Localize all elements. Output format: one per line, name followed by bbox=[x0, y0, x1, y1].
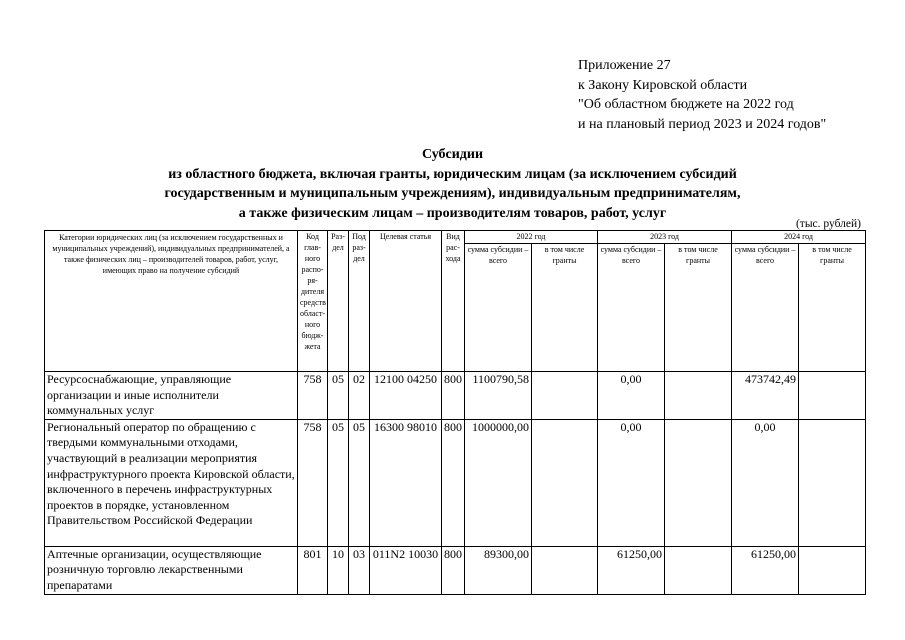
row-grants-2022 bbox=[532, 546, 598, 594]
title-line-1: Субсидии bbox=[421, 147, 484, 162]
row-razdel: 10 bbox=[328, 546, 349, 594]
row-grants-2023 bbox=[665, 419, 732, 546]
row-vid: 800 bbox=[442, 546, 465, 594]
row-sum-2022: 89300,00 bbox=[465, 546, 532, 594]
row-grants-2024 bbox=[799, 372, 866, 420]
header-year-2024: 2024 год bbox=[732, 231, 866, 244]
row-name: Региональный оператор по обращению с твердыми коммунальными отходами, участвующий в реализации мероприятия инфраструктурного проекта Кировской области, включенного в перечень инфраструктурных проектов в порядке, установленном Правительством Российской Федерации bbox=[45, 419, 298, 546]
appendix-line-2: к Закону Кировской области bbox=[578, 77, 748, 93]
row-grants-2023 bbox=[665, 372, 732, 420]
row-sum-2022: 1000000,00 bbox=[465, 419, 532, 546]
subsidies-table bbox=[44, 230, 866, 595]
row-grants-2023 bbox=[665, 546, 732, 594]
header-podrazdel: Под раз-дел bbox=[349, 231, 370, 372]
row-podrazdel: 05 bbox=[349, 419, 370, 546]
header-year-2022: 2022 год bbox=[465, 231, 598, 244]
header-grants-2022: в том числе гранты bbox=[532, 244, 598, 372]
header-category: Категории юридических лиц (за исключением государственных и муниципальных учреждений), индивидуальных предпринимателей, а также физических лиц – производителей товаров, работ, услуг, имеющих право на получение субсидий bbox=[45, 231, 298, 372]
row-razdel: 05 bbox=[328, 372, 349, 420]
row-sum-2023: 0,00 bbox=[598, 419, 665, 546]
row-podrazdel: 02 bbox=[349, 372, 370, 420]
document-title bbox=[0, 145, 905, 223]
row-sum-2024: 61250,00 bbox=[732, 546, 799, 594]
units-label: (тыс. рублей) bbox=[795, 218, 861, 230]
row-vid: 800 bbox=[442, 372, 465, 420]
row-name: Ресурсоснабжающие, управляющие организации и иные исполнители коммунальных услуг bbox=[45, 372, 298, 420]
header-grants-2024: в том числе гранты bbox=[799, 244, 866, 372]
row-article: 12100 04250 bbox=[370, 372, 442, 420]
row-razdel: 05 bbox=[328, 419, 349, 546]
title-line-3: государственным и муниципальным учреждениям), индивидуальным предпринимателям, bbox=[164, 186, 741, 201]
row-grants-2024 bbox=[799, 419, 866, 546]
row-sum-2024: 0,00 bbox=[732, 419, 799, 546]
row-code: 758 bbox=[298, 372, 328, 420]
header-year-2023: 2023 год bbox=[598, 231, 732, 244]
table-row bbox=[45, 419, 866, 546]
row-article: 16300 98010 bbox=[370, 419, 442, 546]
header-code: Код глав-ного распо-ря-дителя средств област-ного бюдж-жета bbox=[298, 231, 328, 372]
row-name: Аптечные организации, осуществляющие розничную торговлю лекарственными препаратами bbox=[45, 546, 298, 594]
row-grants-2024 bbox=[799, 546, 866, 594]
appendix-reference bbox=[578, 56, 826, 134]
table-row bbox=[45, 372, 866, 420]
title-line-2: из областного бюджета, включая гранты, юридическим лицам (за исключением субсидий bbox=[168, 166, 737, 182]
appendix-line-3: "Об областном бюджете на 2022 год bbox=[578, 97, 794, 112]
row-code: 758 bbox=[298, 419, 328, 546]
row-sum-2022: 1100790,58 bbox=[465, 372, 532, 420]
appendix-line-4: и на плановый период 2023 и 2024 годов" bbox=[578, 116, 827, 132]
row-grants-2022 bbox=[532, 372, 598, 420]
header-sum-2024: сумма субсидии – всего bbox=[732, 244, 799, 372]
header-sum-2023: сумма субсидии – всего bbox=[598, 244, 665, 372]
header-grants-2023: в том числе гранты bbox=[665, 244, 732, 372]
row-vid: 800 bbox=[442, 419, 465, 546]
table-row bbox=[45, 546, 866, 594]
row-article: 011N2 10030 bbox=[370, 546, 442, 594]
appendix-line-1: Приложение 27 bbox=[578, 58, 671, 73]
row-code: 801 bbox=[298, 546, 328, 594]
row-sum-2023: 61250,00 bbox=[598, 546, 665, 594]
row-podrazdel: 03 bbox=[349, 546, 370, 594]
row-sum-2024: 473742,49 bbox=[732, 372, 799, 420]
header-razdel: Раз-дел bbox=[328, 231, 349, 372]
row-sum-2023: 0,00 bbox=[598, 372, 665, 420]
title-line-4: а также физическим лицам – производителям товаров, работ, услуг bbox=[238, 205, 667, 221]
header-sum-2022: сумма субсидии – всего bbox=[465, 244, 532, 372]
row-grants-2022 bbox=[532, 419, 598, 546]
header-article: Целевая статья bbox=[370, 231, 442, 372]
header-vid: Вид рас-хода bbox=[442, 231, 465, 372]
